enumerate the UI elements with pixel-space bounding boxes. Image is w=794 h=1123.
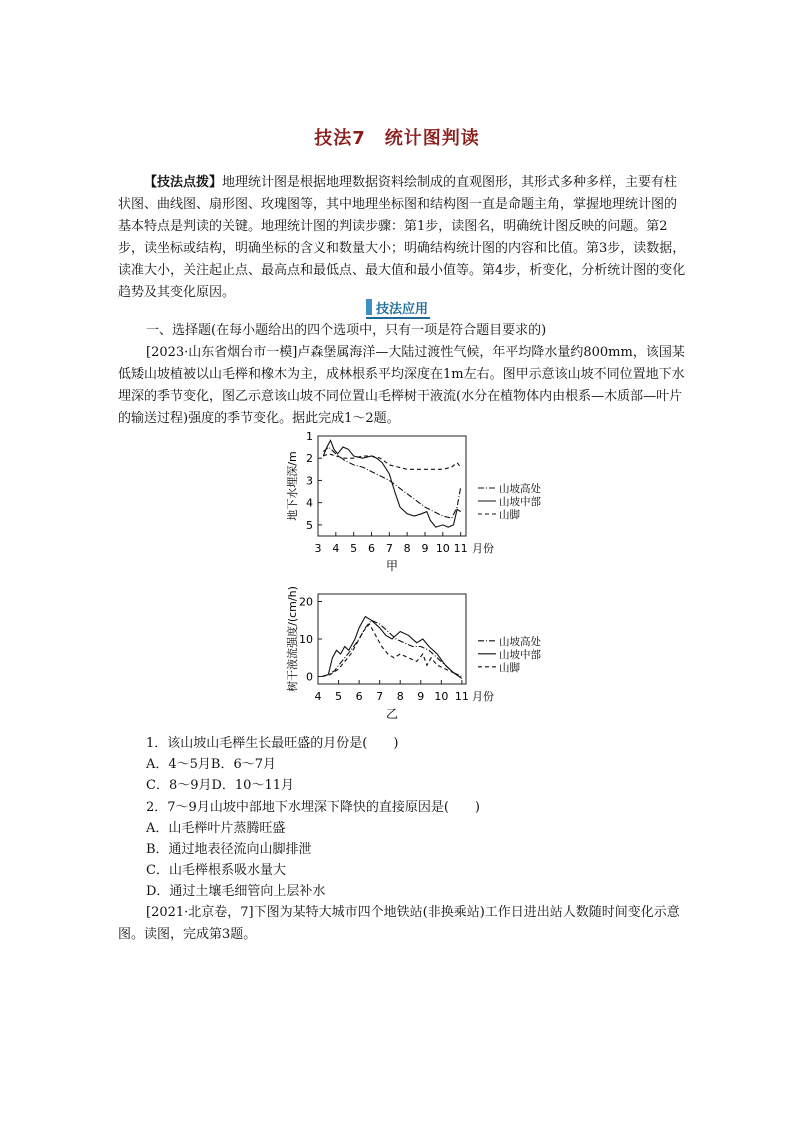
section-heading: 一、选择题(在每小题给出的四个选项中，只有一项是符合题目要求的) bbox=[146, 323, 547, 338]
x-tick-label: 8 bbox=[396, 690, 404, 703]
x-axis-label: 月份 bbox=[472, 542, 494, 555]
chart-sap-flow bbox=[276, 586, 541, 728]
legend-label-2: 山坡中部 bbox=[499, 648, 541, 661]
x-axis-label: 月份 bbox=[472, 690, 494, 703]
chart-title: 乙 bbox=[385, 707, 399, 721]
intro-paragraph-1: [2023·山东省烟台市一模]卢森堡属海洋—大陆过渡性气候，年平均降水量约800mm，该国某低矮山坡植被以山毛榉和橡木为主，成林根系平均深度在1m左右。图甲示意该山坡不同位置地下水埋深的季节变化，图乙示意该山坡不同位置山毛榉树干液流(水分在植物体内由根系—木质部—叶片的输送过程)强度的季节变化。据此完成1～2题。 bbox=[118, 345, 685, 426]
tips-text: 地理统计图是根据地理数据资料绘制成的直观图形，其形式多种多样，主要有柱状图、曲线图、扇形图、玫瑰图等，其中地理坐标图和结构图一直是命题主角，掌握地理统计图的基本特点是判读的关键。地理统计图的判读步骤：第1步，读图名，明确统计图反映的问题。第2步，读坐标或结构，明确坐标的含义和数量大小；明确结构统计图的内容和比值。第3步，读数据，读准大小，关注起止点、最高点和最低点、最大值和最小值等。第4步，析变化，分析统计图的变化趋势及其变化原因。 bbox=[118, 175, 686, 300]
y-tick-label: 20 bbox=[299, 595, 313, 609]
x-tick-label: 7 bbox=[385, 542, 393, 555]
question-2-stem: 2．7～9月山坡中部地下水埋深下降快的直接原因是( ) bbox=[146, 800, 480, 815]
book-icon bbox=[366, 299, 372, 315]
legend-label-1: 山坡高处 bbox=[499, 483, 541, 495]
legend-label-3: 山脚 bbox=[499, 661, 520, 674]
x-tick-label: 4 bbox=[332, 542, 340, 555]
x-tick-label: 4 bbox=[314, 690, 322, 703]
x-tick-label: 5 bbox=[335, 690, 343, 703]
y-tick-label: 3 bbox=[306, 474, 313, 488]
x-tick-label: 9 bbox=[417, 690, 425, 703]
x-tick-label: 11 bbox=[454, 690, 469, 703]
x-tick-label: 8 bbox=[403, 542, 411, 555]
x-tick-label: 9 bbox=[421, 542, 429, 555]
question-1-options-cd: C．8～9月D．10～11月 bbox=[146, 778, 294, 793]
y-tick-label: 1 bbox=[306, 430, 313, 443]
legend-label-1: 山坡高处 bbox=[499, 635, 541, 648]
tips-paragraph bbox=[118, 172, 686, 304]
series-line-3 bbox=[322, 624, 462, 678]
x-tick-label: 5 bbox=[350, 542, 358, 555]
chart-groundwater-depth bbox=[276, 430, 541, 580]
question-2-option-c: C．山毛榉根系吸水量大 bbox=[146, 863, 286, 878]
tips-label: 【技法点拨】 bbox=[144, 175, 223, 190]
question-2-option-d: D．通过土壤毛细管向上层补水 bbox=[146, 884, 326, 899]
section-badge-label: 技法应用 bbox=[376, 301, 429, 317]
y-tick-label: 2 bbox=[306, 452, 313, 466]
x-tick-label: 3 bbox=[314, 542, 322, 555]
series-line-3 bbox=[323, 454, 460, 470]
question-2-option-b: B．通过地表径流向山脚排泄 bbox=[146, 842, 312, 857]
series-line-2 bbox=[322, 617, 462, 679]
section-badge bbox=[366, 297, 430, 319]
chart-title: 甲 bbox=[385, 559, 399, 573]
x-tick-label: 11 bbox=[453, 542, 468, 555]
y-tick-label: 10 bbox=[299, 633, 313, 646]
legend-label-2: 山坡中部 bbox=[499, 496, 541, 508]
y-axis-label: 树干液流强度/(cm/h) bbox=[286, 586, 299, 692]
page-title: 技法7 统计图判读 bbox=[314, 128, 480, 149]
x-tick-label: 10 bbox=[434, 690, 449, 703]
question-1-options-ab: A．4～5月B．6～7月 bbox=[146, 757, 277, 772]
question-1-stem: 1．该山坡山毛榉生长最旺盛的月份是( ) bbox=[146, 736, 399, 751]
y-axis-label: 地下水埋深/m bbox=[286, 451, 299, 521]
x-tick-label: 10 bbox=[435, 542, 450, 555]
series-line-2 bbox=[323, 440, 460, 527]
intro-paragraph-2: [2021·北京卷，7]下图为某特大城市四个地铁站(非换乘站)工作日进出站人数随时间变化示意图。读图，完成第3题。 bbox=[118, 905, 680, 942]
x-tick-label: 6 bbox=[355, 690, 363, 703]
legend-label-3: 山脚 bbox=[499, 509, 520, 521]
x-tick-label: 7 bbox=[376, 690, 384, 703]
question-2-option-a: A．山毛榉叶片蒸腾旺盛 bbox=[146, 821, 286, 836]
y-tick-label: 4 bbox=[306, 496, 313, 510]
x-tick-label: 6 bbox=[367, 542, 375, 555]
y-tick-label: 0 bbox=[306, 670, 313, 684]
y-tick-label: 5 bbox=[306, 518, 313, 532]
